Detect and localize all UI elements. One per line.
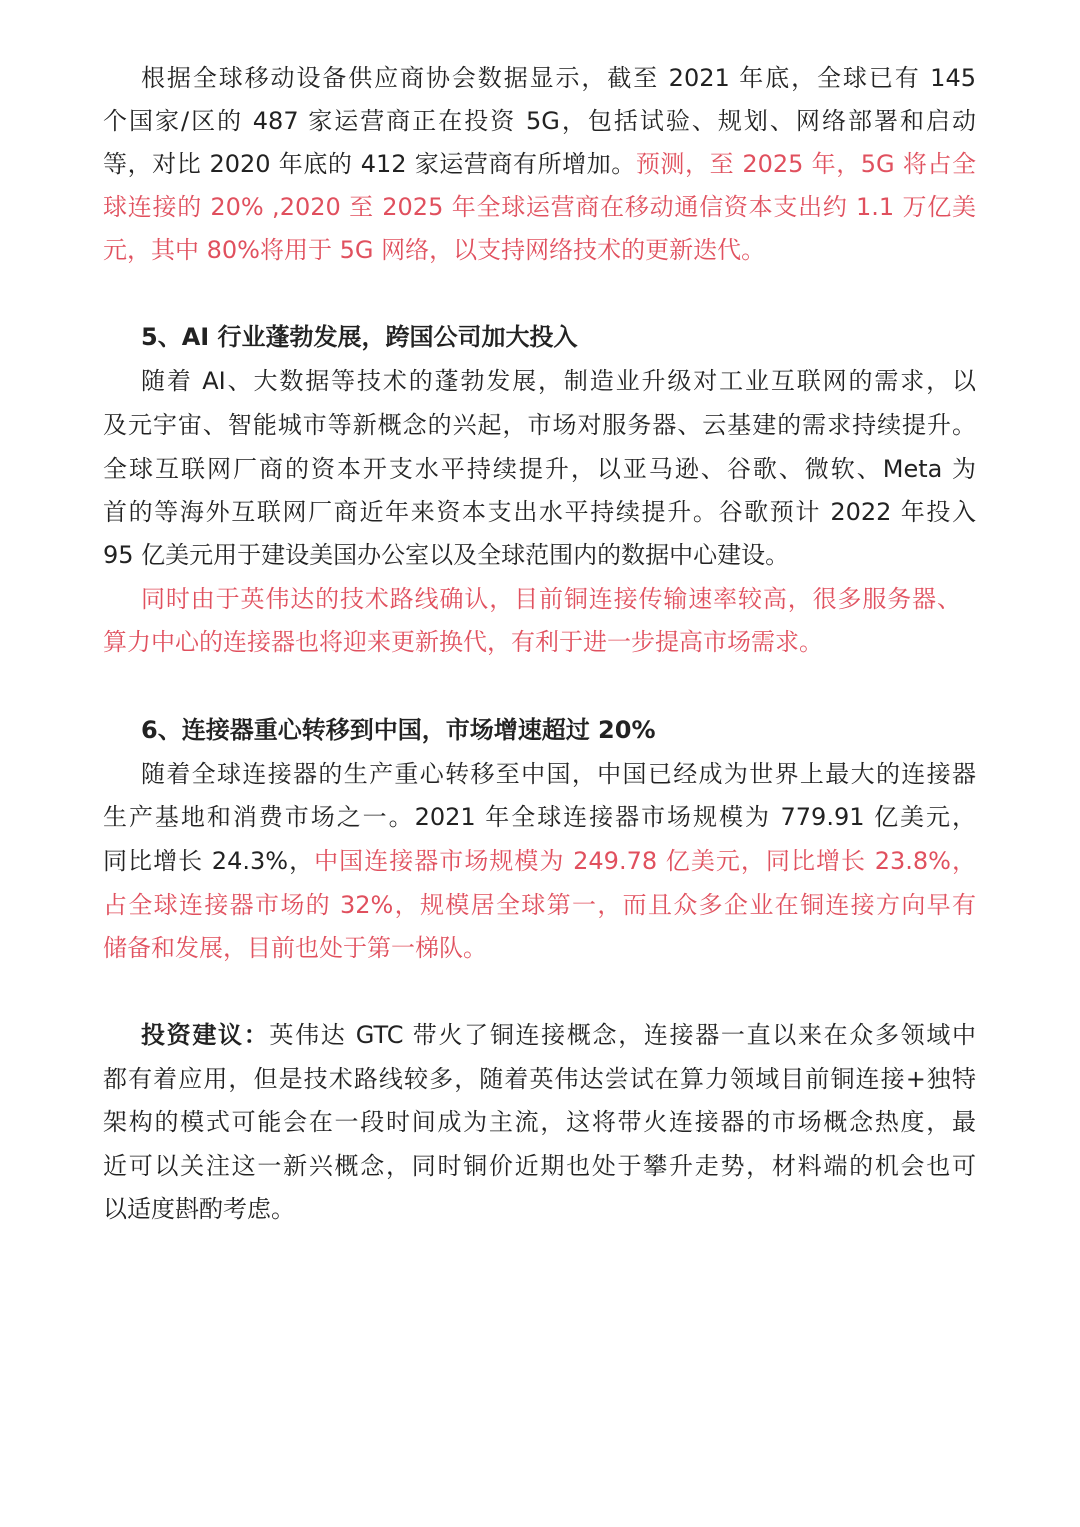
highlight-line: 算力中心的连接器也将迎来更新换代，有利于进一步提高市场需求。 (103, 628, 823, 656)
highlight-line: 储备和发展，目前也处于第一梯队。 (103, 934, 487, 962)
paragraph-line: 以适度斟酌考虑。 (103, 1195, 295, 1223)
paragraph-line: 首的等海外互联网厂商近年来资本支出水平持续提升。谷歌预计 2022 年投入 (103, 498, 976, 526)
paragraph-line: 个国家/区的 487 家运营商正在投资 5G，包括试验、规划、网络部署和启动 (103, 107, 976, 135)
paragraph-line: 随着全球连接器的生产重心转移至中国，中国已经成为世界上最大的连接器 (141, 760, 976, 788)
paragraph-line: 生产基地和消费市场之一。2021 年全球连接器市场规模为 779.91 亿美元， (103, 803, 976, 831)
paragraph-line: 都有着应用，但是技术路线较多，随着英伟达尝试在算力领域目前铜连接+独特 (103, 1065, 976, 1093)
paragraph-text: 同比增长 24.3%， (103, 847, 315, 875)
highlight-line: 球连接的 20% ,2020 至 2025 年全球运营商在移动通信资本支出约 1.1 万亿美 (103, 193, 976, 221)
paragraph-line: 随着 AI、大数据等技术的蓬勃发展，制造业升级对工业互联网的需求，以 (141, 367, 976, 395)
advice-line (141, 1015, 976, 1055)
section-heading: 5、AI 行业蓬勃发展，跨国公司加大投入 (141, 323, 578, 351)
advice-label: 投资建议： (141, 1021, 270, 1049)
section-heading: 6、连接器重心转移到中国，市场增速超过 20% (141, 716, 656, 744)
highlight-line: 同时由于英伟达的技术路线确认，目前铜连接传输速率较高，很多服务器、 (141, 585, 961, 613)
paragraph-text: 等，对比 2020 年底的 412 家运营商有所增加。 (103, 150, 636, 178)
highlight-text: 中国连接器市场规模为 249.78 亿美元，同比增长 23.8%， (314, 847, 976, 875)
highlight-line: 元，其中 80%将用于 5G 网络，以支持网络技术的更新迭代。 (103, 236, 766, 264)
paragraph-line: 近可以关注这一新兴概念，同时铜价近期也处于攀升走势，材料端的机会也可 (103, 1152, 976, 1180)
paragraph-line: 及元宇宙、智能城市等新概念的兴起，市场对服务器、云基建的需求持续提升。 (103, 411, 976, 439)
advice-text: 英伟达 GTC 带火了铜连接概念，连接器一直以来在众多领域中 (269, 1021, 977, 1049)
highlight-text: 预测，至 2025 年，5G 将占全 (635, 150, 976, 178)
paragraph-line: 95 亿美元用于建设美国办公室以及全球范围内的数据中心建设。 (103, 541, 790, 569)
paragraph-line: 架构的模式可能会在一段时间成为主流，这将带火连接器的市场概念热度，最 (103, 1108, 976, 1136)
paragraph-line (103, 144, 976, 184)
paragraph-line (103, 841, 976, 881)
highlight-line: 占全球连接器市场的 32%，规模居全球第一，而且众多企业在铜连接方向早有 (103, 891, 976, 919)
paragraph-line: 全球互联网厂商的资本开支水平持续提升，以亚马逊、谷歌、微软、Meta 为 (103, 455, 976, 483)
paragraph-line: 根据全球移动设备供应商协会数据显示，截至 2021 年底，全球已有 145 (141, 64, 976, 92)
